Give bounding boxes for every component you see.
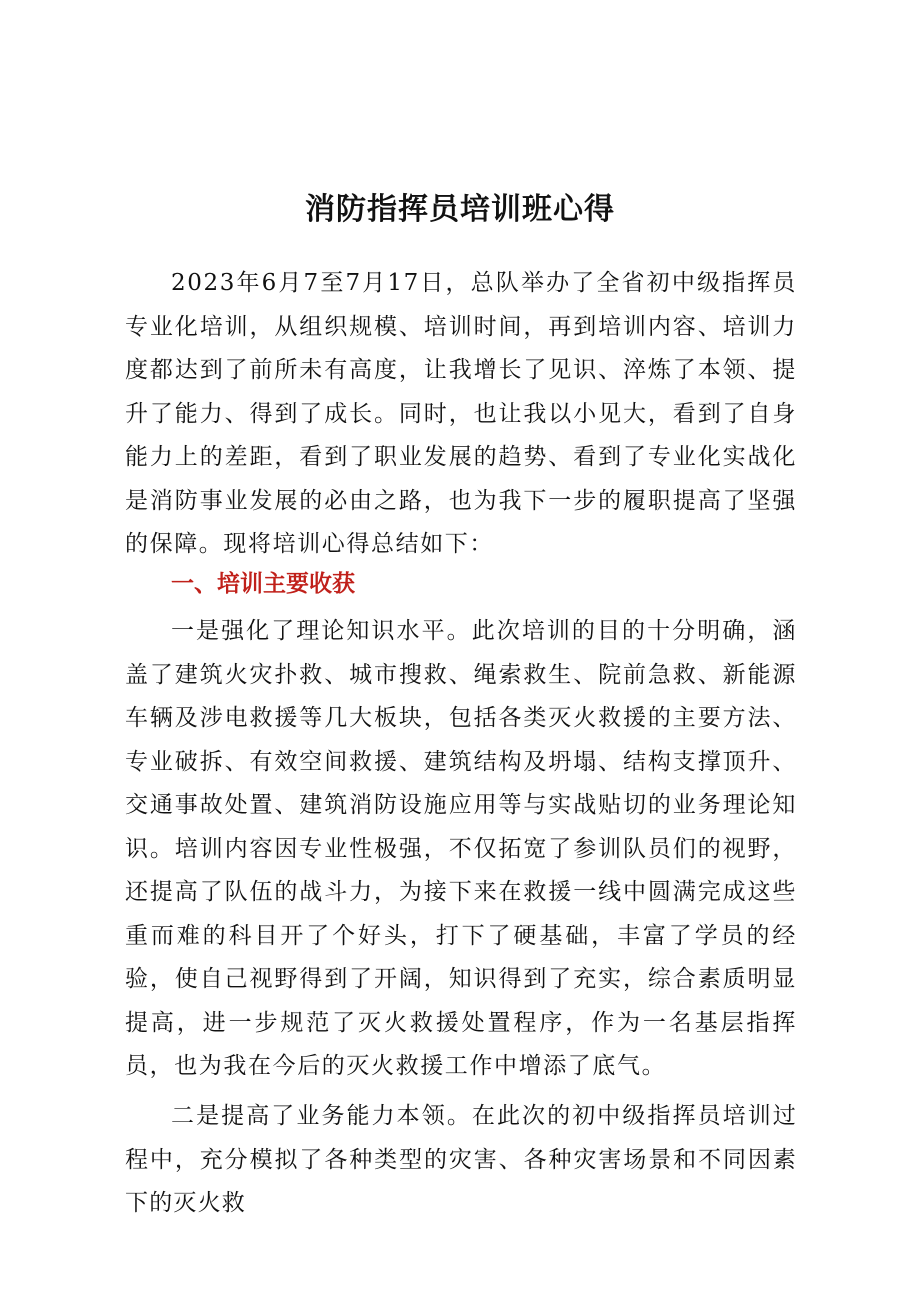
intro-paragraph: 2023年6月7至7月17日，总队举办了全省初中级指挥员专业化培训，从组织规模、培训时间，再到培训内容、培训力度都达到了前所未有高度，让我增长了见识、淬炼了本领、提升了能力、得到了成长。同时，也让我以小见大，看到了自身能力上的差距，看到了职业发展的趋势、看到了专业化实战化是消防事业发展的必由之路，也为我下一步的履职提高了坚强的保障。现将培训心得总结如下： (125, 270, 797, 557)
body-paragraph-theory: 一是强化了理论知识水平。此次培训的目的十分明确，涵盖了建筑火灾扑救、城市搜救、绳索救生、院前急救、新能源车辆及涉电救援等几大板块，包括各类灭火救援的主要方法、专业破拆、有效空间救援、建筑结构及坍塌、结构支撑顶升、交通事故处置、建筑消防设施应用等与实战贴切的业务理论知识。培训内容因专业性极强，不仅拓宽了参训队员们的视野，还提高了队伍的战斗力，为接下来在救援一线中圆满完成这些重而难的科目开了个好头，打下了硬基础，丰富了学员的经验，使自己视野得到了开阔，知识得到了充实，综合素质明显提高，进一步规范了灭火救援处置程序，作为一名基层指挥员，也为我在今后的灭火救援工作中增添了底气。 (125, 618, 797, 1079)
document-title: 消防指挥员培训班心得 (305, 192, 615, 227)
body-paragraph-skills: 二是提高了业务能力本领。在此次的初中级指挥员培训过程中，充分模拟了各种类型的灾害、各种灾害场景和不同因素下的灭火救 (125, 1103, 797, 1216)
section-heading: 一、培训主要收获 (171, 571, 355, 597)
